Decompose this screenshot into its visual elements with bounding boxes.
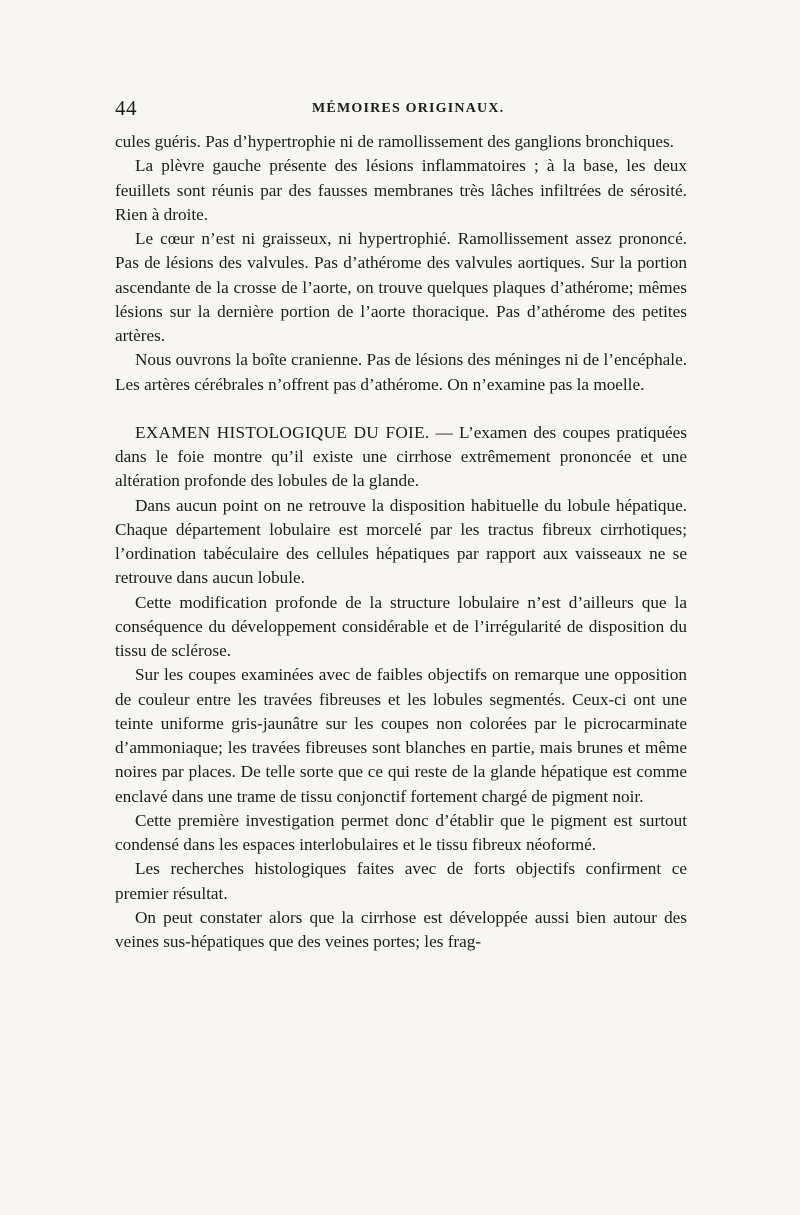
document-page: [115, 96, 687, 954]
paragraph-coeur: Le cœur n’est ni graisseux, ni hypertrophié. Ramollissement assez prononcé. Pas de lésions des valvules. Pas d’athérome des valvules aortiques. Sur la portion ascendante de la crosse de l’aorte, on trouve quelques plaques d’athérome; mêmes lésions sur la dernière portion de l’aorte thoracique. Pas d’athérome des petites artères.: [115, 229, 687, 345]
paragraph-modification: Cette modification profonde de la structure lobulaire n’est d’ailleurs que la conséquence du développement considérable et de l’irrégularité de disposition du tissu de sclérose.: [115, 592, 687, 660]
paragraph-cirrhose: On peut constater alors que la cirrhose est développée aussi bien autour des veines sus-hépatiques que des veines portes; les frag-: [115, 907, 687, 951]
paragraph-plevre: La plèvre gauche présente des lésions inflammatoires ; à la base, les deux feuillets sont réunis par des fausses membranes très lâches infiltrées de sérosité. Rien à droite.: [115, 156, 687, 224]
section-heading: EXAMEN HISTOLOGIQUE DU FOIE.: [135, 422, 430, 442]
page-header: [115, 96, 687, 124]
section-spacer: [115, 397, 687, 421]
page-number: 44: [115, 96, 137, 120]
paragraph-investigation: Cette première investigation permet donc d’établir que le pigment est surtout condensé dans les espaces interlobulaires et le tissu fibreux néoformé.: [115, 810, 687, 854]
section-heading-text: — L’examen des coupes pratiquées dans le foie montre qu’il existe une cirrhose extrêmement prononcée et une altération profonde des lobules de la glande.: [115, 422, 687, 491]
paragraph-lobule: Dans aucun point on ne retrouve la disposition habituelle du lobule hépatique. Chaque département lobulaire est morcelé par les tractus fibreux cirrhotiques; l’ordination tabéculaire des cellules hépatiques par rapport aux vaisseaux ne se retrouve dans aucun lobule.: [115, 495, 687, 588]
running-title: MÉMOIRES ORIGINAUX.: [312, 101, 505, 116]
paragraph-recherches: Les recherches histologiques faites avec de forts objectifs confirment ce premier résultat.: [115, 859, 687, 903]
paragraph-continued: cules guéris. Pas d’hypertrophie ni de ramollissement des ganglions bronchiques.: [115, 132, 674, 151]
section-intro-paragraph: [115, 421, 687, 494]
paragraph-cranienne: Nous ouvrons la boîte cranienne. Pas de lésions des méninges ni de l’encéphale. Les artères cérébrales n’offrent pas d’athérome. On n’examine pas la moelle.: [115, 350, 687, 394]
body-text: [115, 130, 687, 954]
paragraph-coupes: Sur les coupes examinées avec de faibles objectifs on remarque une opposition de couleur entre les travées fibreuses et les lobules segmentés. Ceux-ci ont une teinte uniforme gris-jaunâtre sur les coupes non colorées par le picrocarminate d’ammoniaque; les travées fibreuses sont blanches en partie, mais brunes et même noires par places. De telle sorte que ce qui reste de la glande hépatique est comme enclavé dans une trame de tissu conjonctif fortement chargé de pigment noir.: [115, 665, 687, 806]
